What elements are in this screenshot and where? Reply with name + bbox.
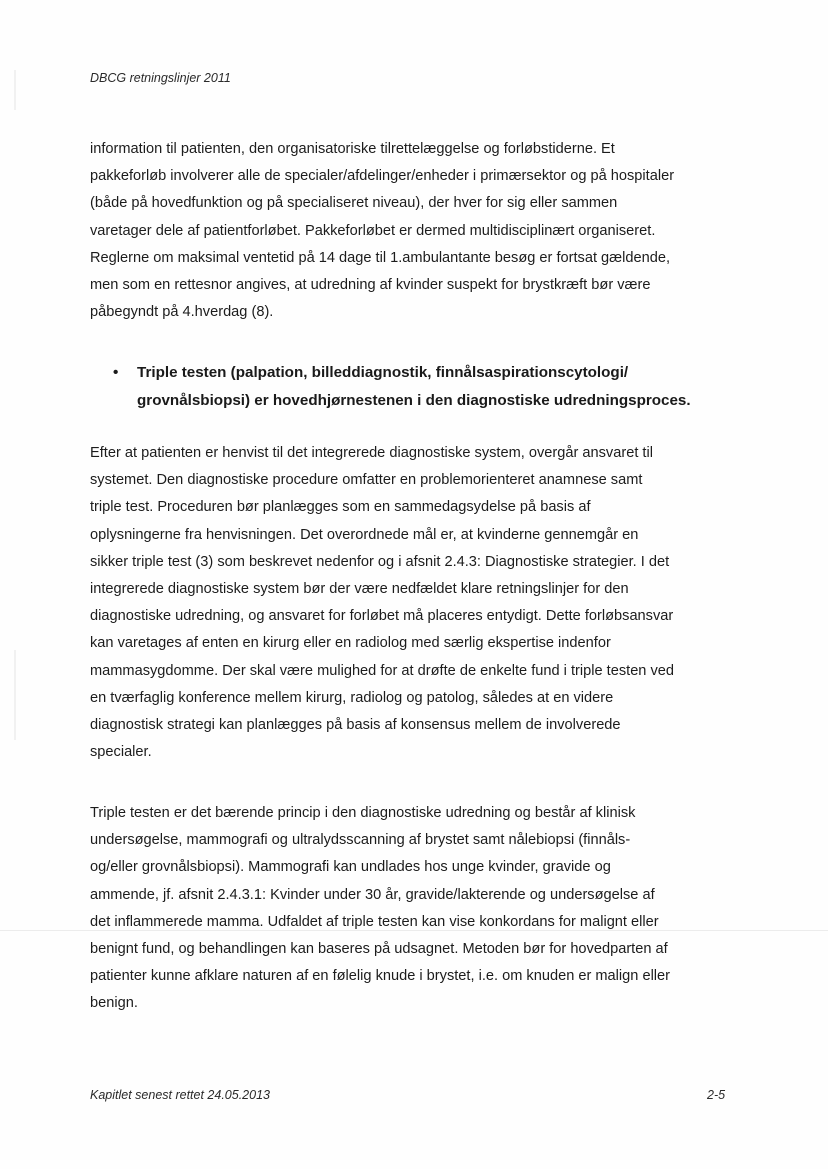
text-line: undersøgelse, mammografi og ultralydsscanning af brystet samt nålebiopsi (finnåls- bbox=[90, 832, 631, 849]
bullet-line: Triple testen (palpation, billeddiagnostik, finnålsaspirationscytologi/ bbox=[137, 364, 629, 381]
text-line: kan varetages af enten en kirurg eller en radiolog med særlig ekspertise indenfor bbox=[90, 635, 611, 652]
text-line: triple test. Proceduren bør planlægges som en sammedagsydelse på basis af bbox=[90, 499, 591, 516]
bullet-icon: • bbox=[113, 364, 119, 381]
text-line: men som en rettesnor angives, at udredning af kvinder suspekt for brystkræft bør være bbox=[90, 277, 651, 294]
text-line: information til patienten, den organisatoriske tilrettelæggelse og forløbstiderne. Et bbox=[90, 141, 615, 157]
text-line: benignt fund, og behandlingen kan baseres på udsagnet. Metoden bør for hovedparten af bbox=[90, 941, 668, 958]
text-line: Efter at patienten er henvist til det integrerede diagnostiske system, overgår ansvaret til bbox=[90, 445, 653, 461]
bullet-text bbox=[137, 359, 757, 415]
text-line: pakkeforløb involverer alle de specialer/afdelinger/enheder i primærsektor og på hospitaler bbox=[90, 168, 675, 185]
footer-revision-date: Kapitlet senest rettet 24.05.2013 bbox=[90, 1088, 270, 1102]
text-line: integrerede diagnostiske system bør der være nedfældet klare retningslinjer for den bbox=[90, 581, 629, 598]
text-line: en tværfaglig konference mellem kirurg, radiolog og patolog, således at en videre bbox=[90, 689, 614, 706]
text-line: og/eller grovnålsbiopsi). Mammografi kan undlades hos unge kvinder, gravide og bbox=[90, 859, 611, 876]
paragraph-2 bbox=[90, 440, 740, 766]
paragraph-1 bbox=[90, 136, 740, 326]
text-line: diagnostiske udredning, og ansvaret for forløbet må placeres entydigt. Dette forløbsansvar bbox=[90, 608, 674, 625]
text-line: sikker triple test (3) som beskrevet nedenfor og i afsnit 2.4.3: Diagnostiske strategier. I det bbox=[90, 553, 670, 570]
footer-page-number: 2-5 bbox=[707, 1088, 726, 1102]
text-line: Reglerne om maksimal ventetid på 14 dage til 1.ambulantante besøg er fortsat gældende, bbox=[90, 249, 671, 266]
text-line: diagnostisk strategi kan planlægges på basis af konsensus mellem de involverede bbox=[90, 717, 621, 734]
text-line: oplysningerne fra henvisningen. Det overordnede mål er, at kvinderne gennemgår en bbox=[90, 526, 639, 543]
bullet-line: grovnålsbiopsi) er hovedhjørnestenen i den diagnostiske udredningsproces. bbox=[137, 392, 691, 409]
text-line: varetager dele af patientforløbet. Pakkeforløbet er dermed multidisciplinært organiseret. bbox=[90, 222, 656, 239]
running-header: DBCG retningslinjer 2011 bbox=[90, 71, 231, 85]
text-line: det inflammerede mamma. Udfaldet af triple testen kan vise konkordans for malignt eller bbox=[90, 913, 659, 930]
text-line: systemet. Den diagnostiske procedure omfatter en problemorienteret anamnese samt bbox=[90, 472, 643, 489]
scan-margin-mark bbox=[14, 650, 16, 740]
text-line: Triple testen er det bærende princip i den diagnostiske udredning og består af klinisk bbox=[90, 805, 636, 821]
text-line: patienter kunne afklare naturen af en følelig knude i brystet, i.e. om knuden er malign eller bbox=[90, 968, 671, 985]
text-line: ammende, jf. afsnit 2.4.3.1: Kvinder under 30 år, gravide/lakterende og undersøgelse af bbox=[90, 886, 655, 903]
text-line: (både på hovedfunktion og på specialiseret niveau), der hver for sig eller sammen bbox=[90, 195, 618, 212]
text-line: specialer. bbox=[90, 744, 152, 761]
text-line: benign. bbox=[90, 995, 138, 1012]
text-line: påbegyndt på 4.hverdag (8). bbox=[90, 304, 274, 321]
paragraph-3 bbox=[90, 800, 740, 1018]
text-line: mammasygdomme. Der skal være mulighed for at drøfte de enkelte fund i triple testen ved bbox=[90, 662, 675, 679]
scan-margin-mark bbox=[14, 70, 16, 110]
